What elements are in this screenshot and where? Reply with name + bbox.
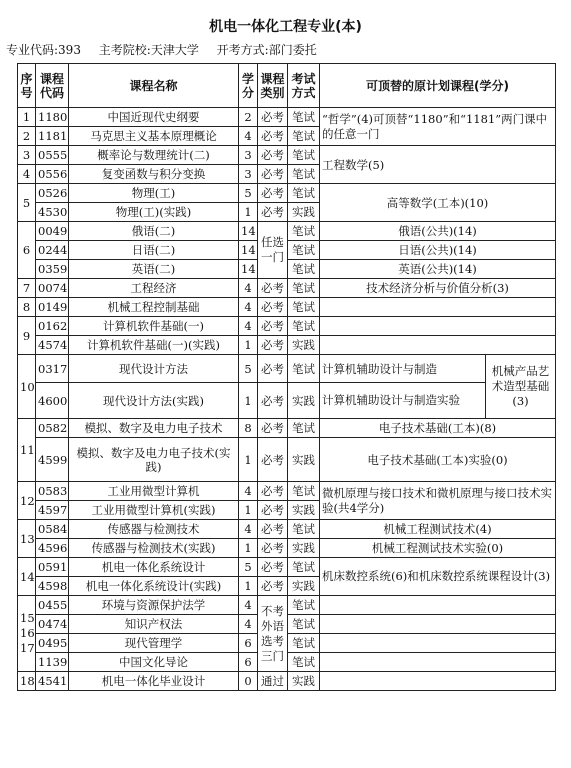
table-row	[18, 419, 556, 438]
cell-seq: 2	[18, 127, 36, 146]
cell-code: 0555	[36, 146, 69, 165]
header-seq: 序号	[18, 64, 36, 108]
cell-seq: 8	[18, 298, 36, 317]
cell-exam: 笔试	[288, 260, 320, 279]
cell-name: 机电一体化系统设计(实践)	[69, 577, 239, 596]
cell-seq: 3	[18, 146, 36, 165]
cell-code: 0149	[36, 298, 69, 317]
cell-name: 工程经济	[69, 279, 239, 298]
cell-replace: 计算机辅助设计与制造	[320, 355, 486, 383]
cell-type: 必考	[258, 501, 288, 520]
cell-credit: 5	[239, 355, 258, 383]
cell-exam: 实践	[288, 539, 320, 558]
cell-seq: 9	[18, 317, 36, 355]
cell-name: 现代设计方法(实践)	[69, 383, 239, 419]
cell-exam: 笔试	[288, 419, 320, 438]
cell-exam: 笔试	[288, 184, 320, 203]
cell-name: 工业用微型计算机(实践)	[69, 501, 239, 520]
cell-replace-side: 机械产品艺术造型基础(3)	[486, 355, 556, 419]
header-code: 课程代码	[36, 64, 69, 108]
cell-code: 0244	[36, 241, 69, 260]
table-row	[18, 222, 556, 241]
cell-code: 1139	[36, 653, 69, 672]
cell-name: 概率论与数理统计(二)	[69, 146, 239, 165]
cell-type: 必考	[258, 108, 288, 127]
table-row	[18, 596, 556, 615]
cell-exam: 实践	[288, 577, 320, 596]
header-replace: 可顶替的原计划课程(学分)	[320, 64, 556, 108]
page-title: 机电一体化工程专业(本)	[209, 19, 362, 35]
cell-name: 工业用微型计算机	[69, 482, 239, 501]
cell-exam: 笔试	[288, 127, 320, 146]
cell-exam: 实践	[288, 203, 320, 222]
cell-code: 4600	[36, 383, 69, 419]
cell-name: 传感器与检测技术(实践)	[69, 539, 239, 558]
cell-credit: 4	[239, 482, 258, 501]
cell-code: 0583	[36, 482, 69, 501]
cell-credit: 8	[239, 419, 258, 438]
cell-name: 复变函数与积分变换	[69, 165, 239, 184]
cell-exam: 笔试	[288, 653, 320, 672]
meta-line	[6, 41, 331, 58]
cell-exam: 笔试	[288, 279, 320, 298]
cell-replace: 工程数学(5)	[320, 146, 556, 184]
cell-replace: “哲学”(4)可顶替“1180”和“1181”两门课中的任意一门	[320, 108, 556, 146]
cell-code: 0359	[36, 260, 69, 279]
cell-type: 必考	[258, 577, 288, 596]
header-type: 课程类别	[258, 64, 288, 108]
cell-name: 计算机软件基础(一)	[69, 317, 239, 336]
cell-exam: 笔试	[288, 482, 320, 501]
cell-seq: 10	[18, 355, 36, 419]
cell-name: 中国近现代史纲要	[69, 108, 239, 127]
cell-exam: 笔试	[288, 558, 320, 577]
cell-exam: 笔试	[288, 108, 320, 127]
cell-code: 1181	[36, 127, 69, 146]
cell-credit: 1	[239, 501, 258, 520]
exam-school: 主考院校:天津大学	[98, 43, 199, 57]
cell-type: 任选一门	[258, 222, 288, 279]
table-row	[18, 558, 556, 577]
cell-type: 必考	[258, 146, 288, 165]
cell-credit: 1	[239, 539, 258, 558]
cell-exam: 实践	[288, 438, 320, 482]
cell-seq: 6	[18, 222, 36, 279]
cell-type: 通过	[258, 672, 288, 691]
cell-code: 0455	[36, 596, 69, 615]
cell-exam: 实践	[288, 501, 320, 520]
cell-type: 必考	[258, 279, 288, 298]
cell-type: 必考	[258, 203, 288, 222]
cell-replace	[320, 596, 556, 615]
cell-name: 计算机软件基础(一)(实践)	[69, 336, 239, 355]
cell-code: 0049	[36, 222, 69, 241]
cell-seq: 18	[18, 672, 36, 691]
cell-replace: 技术经济分析与价值分析(3)	[320, 279, 556, 298]
cell-type: 必考	[258, 438, 288, 482]
table-row	[18, 184, 556, 203]
table-row	[18, 520, 556, 539]
course-table	[17, 63, 556, 691]
cell-replace	[320, 317, 556, 336]
cell-credit: 6	[239, 634, 258, 653]
cell-replace	[320, 672, 556, 691]
cell-credit: 1	[239, 438, 258, 482]
cell-code: 0526	[36, 184, 69, 203]
cell-exam: 实践	[288, 672, 320, 691]
cell-exam: 笔试	[288, 355, 320, 383]
cell-replace: 机械工程测试技术(4)	[320, 520, 556, 539]
cell-name: 机电一体化毕业设计	[69, 672, 239, 691]
cell-name: 马克思主义基本原理概论	[69, 127, 239, 146]
cell-credit: 4	[239, 127, 258, 146]
cell-code: 0317	[36, 355, 69, 383]
cell-exam: 实践	[288, 383, 320, 419]
cell-credit: 4	[239, 279, 258, 298]
cell-exam: 笔试	[288, 615, 320, 634]
cell-name: 传感器与检测技术	[69, 520, 239, 539]
cell-credit: 4	[239, 298, 258, 317]
cell-replace: 英语(公共)(14)	[320, 260, 556, 279]
table-row	[18, 355, 556, 383]
cell-exam: 笔试	[288, 634, 320, 653]
cell-name: 机电一体化系统设计	[69, 558, 239, 577]
cell-credit: 1	[239, 336, 258, 355]
cell-name: 机械工程控制基础	[69, 298, 239, 317]
cell-name: 现代管理学	[69, 634, 239, 653]
cell-name: 模拟、数字及电力电子技术(实践)	[69, 438, 239, 482]
cell-replace: 机械工程测试技术实验(0)	[320, 539, 556, 558]
cell-credit: 4	[239, 317, 258, 336]
cell-exam: 笔试	[288, 520, 320, 539]
cell-exam: 笔试	[288, 222, 320, 241]
header-name: 课程名称	[69, 64, 239, 108]
cell-type: 必考	[258, 520, 288, 539]
cell-replace: 机床数控系统(6)和机床数控系统课程设计(3)	[320, 558, 556, 596]
cell-name: 俄语(二)	[69, 222, 239, 241]
cell-code: 4574	[36, 336, 69, 355]
cell-credit: 14	[239, 222, 258, 241]
cell-credit: 0	[239, 672, 258, 691]
cell-name: 环境与资源保护法学	[69, 596, 239, 615]
cell-type: 必考	[258, 558, 288, 577]
cell-exam: 笔试	[288, 165, 320, 184]
cell-seq: 4	[18, 165, 36, 184]
cell-type: 必考	[258, 317, 288, 336]
cell-credit: 1	[239, 383, 258, 419]
table-row	[18, 317, 556, 336]
cell-seq: 15 16 17	[18, 596, 36, 672]
cell-type: 不考外语选考三门	[258, 596, 288, 672]
cell-seq: 13	[18, 520, 36, 558]
cell-code: 0556	[36, 165, 69, 184]
cell-code: 0582	[36, 419, 69, 438]
table-row	[18, 336, 556, 355]
table-row	[18, 482, 556, 501]
header-credit: 学分	[239, 64, 258, 108]
cell-type: 必考	[258, 539, 288, 558]
major-code: 专业代码:393	[6, 43, 81, 57]
cell-replace: 高等数学(工本)(10)	[320, 184, 556, 222]
exam-mode: 开考方式:部门委托	[216, 43, 317, 57]
cell-code: 0591	[36, 558, 69, 577]
cell-exam: 笔试	[288, 596, 320, 615]
cell-seq: 12	[18, 482, 36, 520]
cell-credit: 14	[239, 260, 258, 279]
cell-exam: 笔试	[288, 298, 320, 317]
cell-replace: 日语(公共)(14)	[320, 241, 556, 260]
cell-replace: 计算机辅助设计与制造实验	[320, 383, 486, 419]
cell-type: 必考	[258, 383, 288, 419]
cell-replace: 电子技术基础(工本)实验(0)	[320, 438, 556, 482]
cell-type: 必考	[258, 127, 288, 146]
cell-code: 1180	[36, 108, 69, 127]
cell-code: 4530	[36, 203, 69, 222]
cell-type: 必考	[258, 419, 288, 438]
cell-seq: 1	[18, 108, 36, 127]
table-row	[18, 383, 556, 419]
cell-replace	[320, 615, 556, 634]
cell-code: 0584	[36, 520, 69, 539]
cell-name: 英语(二)	[69, 260, 239, 279]
table-row	[18, 539, 556, 558]
cell-type: 必考	[258, 355, 288, 383]
cell-replace	[320, 336, 556, 355]
cell-replace: 微机原理与接口技术和微机原理与接口技术实验(共4学分)	[320, 482, 556, 520]
cell-replace: 俄语(公共)(14)	[320, 222, 556, 241]
table-row	[18, 438, 556, 482]
cell-code: 0474	[36, 615, 69, 634]
cell-credit: 4	[239, 615, 258, 634]
cell-credit: 14	[239, 241, 258, 260]
cell-credit: 4	[239, 520, 258, 539]
cell-code: 4596	[36, 539, 69, 558]
cell-credit: 1	[239, 577, 258, 596]
cell-code: 4541	[36, 672, 69, 691]
cell-code: 0074	[36, 279, 69, 298]
cell-type: 必考	[258, 482, 288, 501]
cell-code: 0495	[36, 634, 69, 653]
table-row	[18, 108, 556, 127]
cell-code: 4599	[36, 438, 69, 482]
cell-exam: 实践	[288, 336, 320, 355]
cell-replace	[320, 634, 556, 653]
cell-seq: 14	[18, 558, 36, 596]
cell-credit: 1	[239, 203, 258, 222]
cell-replace	[320, 298, 556, 317]
cell-name: 知识产权法	[69, 615, 239, 634]
cell-name: 模拟、数字及电力电子技术	[69, 419, 239, 438]
header-exam: 考试方式	[288, 64, 320, 108]
cell-credit: 6	[239, 653, 258, 672]
cell-seq: 5	[18, 184, 36, 222]
table-row	[18, 279, 556, 298]
table-row	[18, 146, 556, 165]
cell-exam: 笔试	[288, 241, 320, 260]
table-row	[18, 298, 556, 317]
cell-credit: 3	[239, 165, 258, 184]
cell-name: 物理(工)	[69, 184, 239, 203]
cell-code: 4597	[36, 501, 69, 520]
cell-type: 必考	[258, 336, 288, 355]
cell-type: 必考	[258, 184, 288, 203]
cell-seq: 7	[18, 279, 36, 298]
cell-type: 必考	[258, 298, 288, 317]
cell-credit: 2	[239, 108, 258, 127]
header-row	[18, 64, 556, 108]
cell-exam: 笔试	[288, 317, 320, 336]
cell-name: 现代设计方法	[69, 355, 239, 383]
table-row	[18, 672, 556, 691]
cell-exam: 笔试	[288, 146, 320, 165]
cell-code: 4598	[36, 577, 69, 596]
cell-name: 中国文化导论	[69, 653, 239, 672]
cell-name: 日语(二)	[69, 241, 239, 260]
cell-type: 必考	[258, 165, 288, 184]
cell-seq: 11	[18, 419, 36, 482]
cell-replace	[320, 653, 556, 672]
cell-name: 物理(工)(实践)	[69, 203, 239, 222]
cell-replace: 电子技术基础(工本)(8)	[320, 419, 556, 438]
cell-credit: 3	[239, 146, 258, 165]
cell-credit: 5	[239, 558, 258, 577]
cell-credit: 5	[239, 184, 258, 203]
cell-code: 0162	[36, 317, 69, 336]
cell-credit: 4	[239, 596, 258, 615]
